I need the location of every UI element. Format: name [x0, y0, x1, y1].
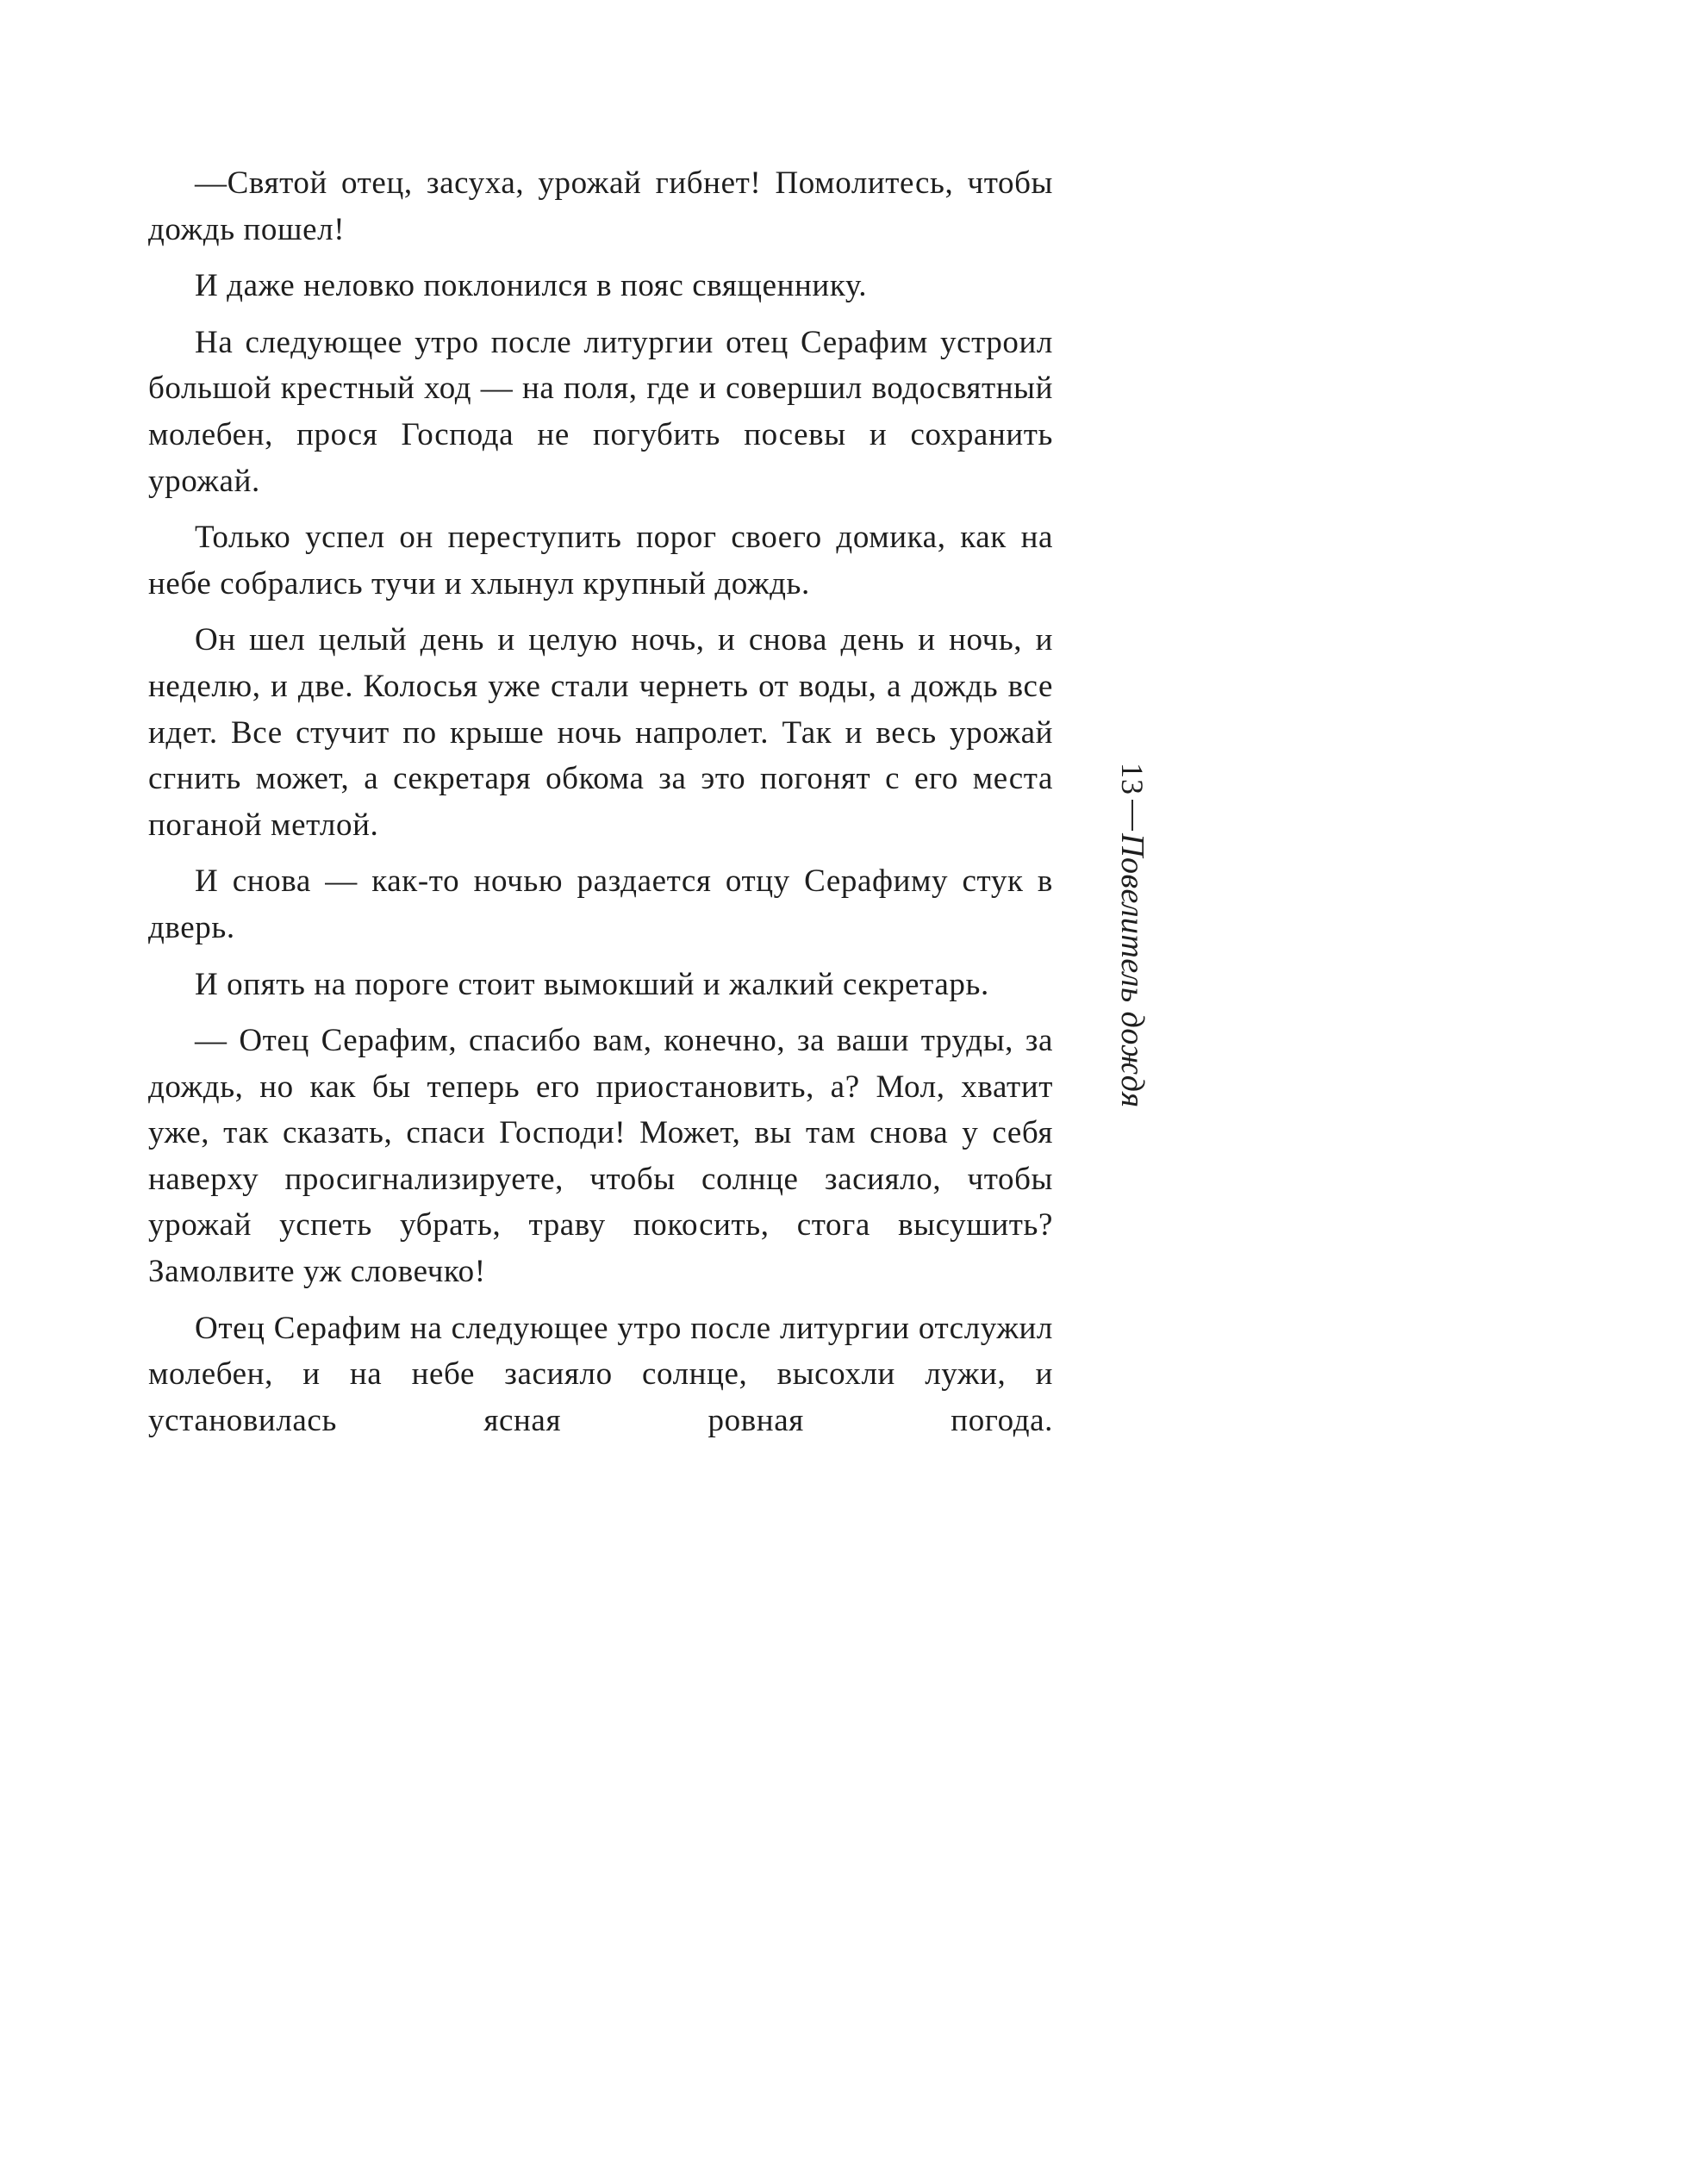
running-head-line — [1116, 763, 1149, 1108]
paragraph-6: И снова — как-то ночью раздается отцу Серафиму стук в дверь. — [148, 863, 1053, 945]
paragraph-1: —Святой отец, засуха, урожай гибнет! Помолитесь, чтобы дождь пошел! — [148, 165, 1053, 247]
running-head-divider — [1131, 800, 1133, 831]
running-head-title: Повелитель дождя — [1114, 833, 1150, 1108]
paragraph-8: — Отец Серафим, спасибо вам, конечно, за ваши труды, за дождь, но как бы теперь его приостановить, а? Мол, хватит уже, так сказать, спаси Господи! Может, вы там снова у себя наверху просигнализируете, чтобы солнце засияло, чтобы урожай успеть убрать, траву покосить, стога высушить? Замолвите уж словечко! — [148, 1023, 1053, 1290]
paragraph-4: Только успел он переступить порог своего домика, как на небе собрались тучи и хлынул крупный дождь. — [148, 520, 1053, 601]
paragraph-9: Отец Серафим на следующее утро после литургии отслужил молебен, и на небе засияло солнце, высохли лужи, и установилась ясная ровная погода. — [148, 1310, 1053, 1438]
body-text — [148, 160, 1053, 1454]
page-number: 13 — [1115, 763, 1150, 795]
paragraph-7: И опять на пороге стоит вымокший и жалкий секретарь. — [195, 966, 989, 1002]
paragraph-5: Он шел целый день и целую ночь, и снова день и ночь, и неделю, и две. Колосья уже стали чернеть от воды, а дождь все идет. Все стучит по крыше ночь напролет. Так и весь урожай сгнить может, а секретаря обкома за это погонят с его места поганой метлой. — [148, 622, 1053, 843]
running-head — [1106, 763, 1157, 1370]
paragraph-3: На следующее утро после литургии отец Серафим устроил большой крестный ход — на поля, где и совершил водосвятный молебен, прося Господа не погубить посевы и сохранить урожай. — [148, 324, 1053, 499]
paragraph-2: И даже неловко поклонился в пояс священнику. — [195, 268, 868, 304]
